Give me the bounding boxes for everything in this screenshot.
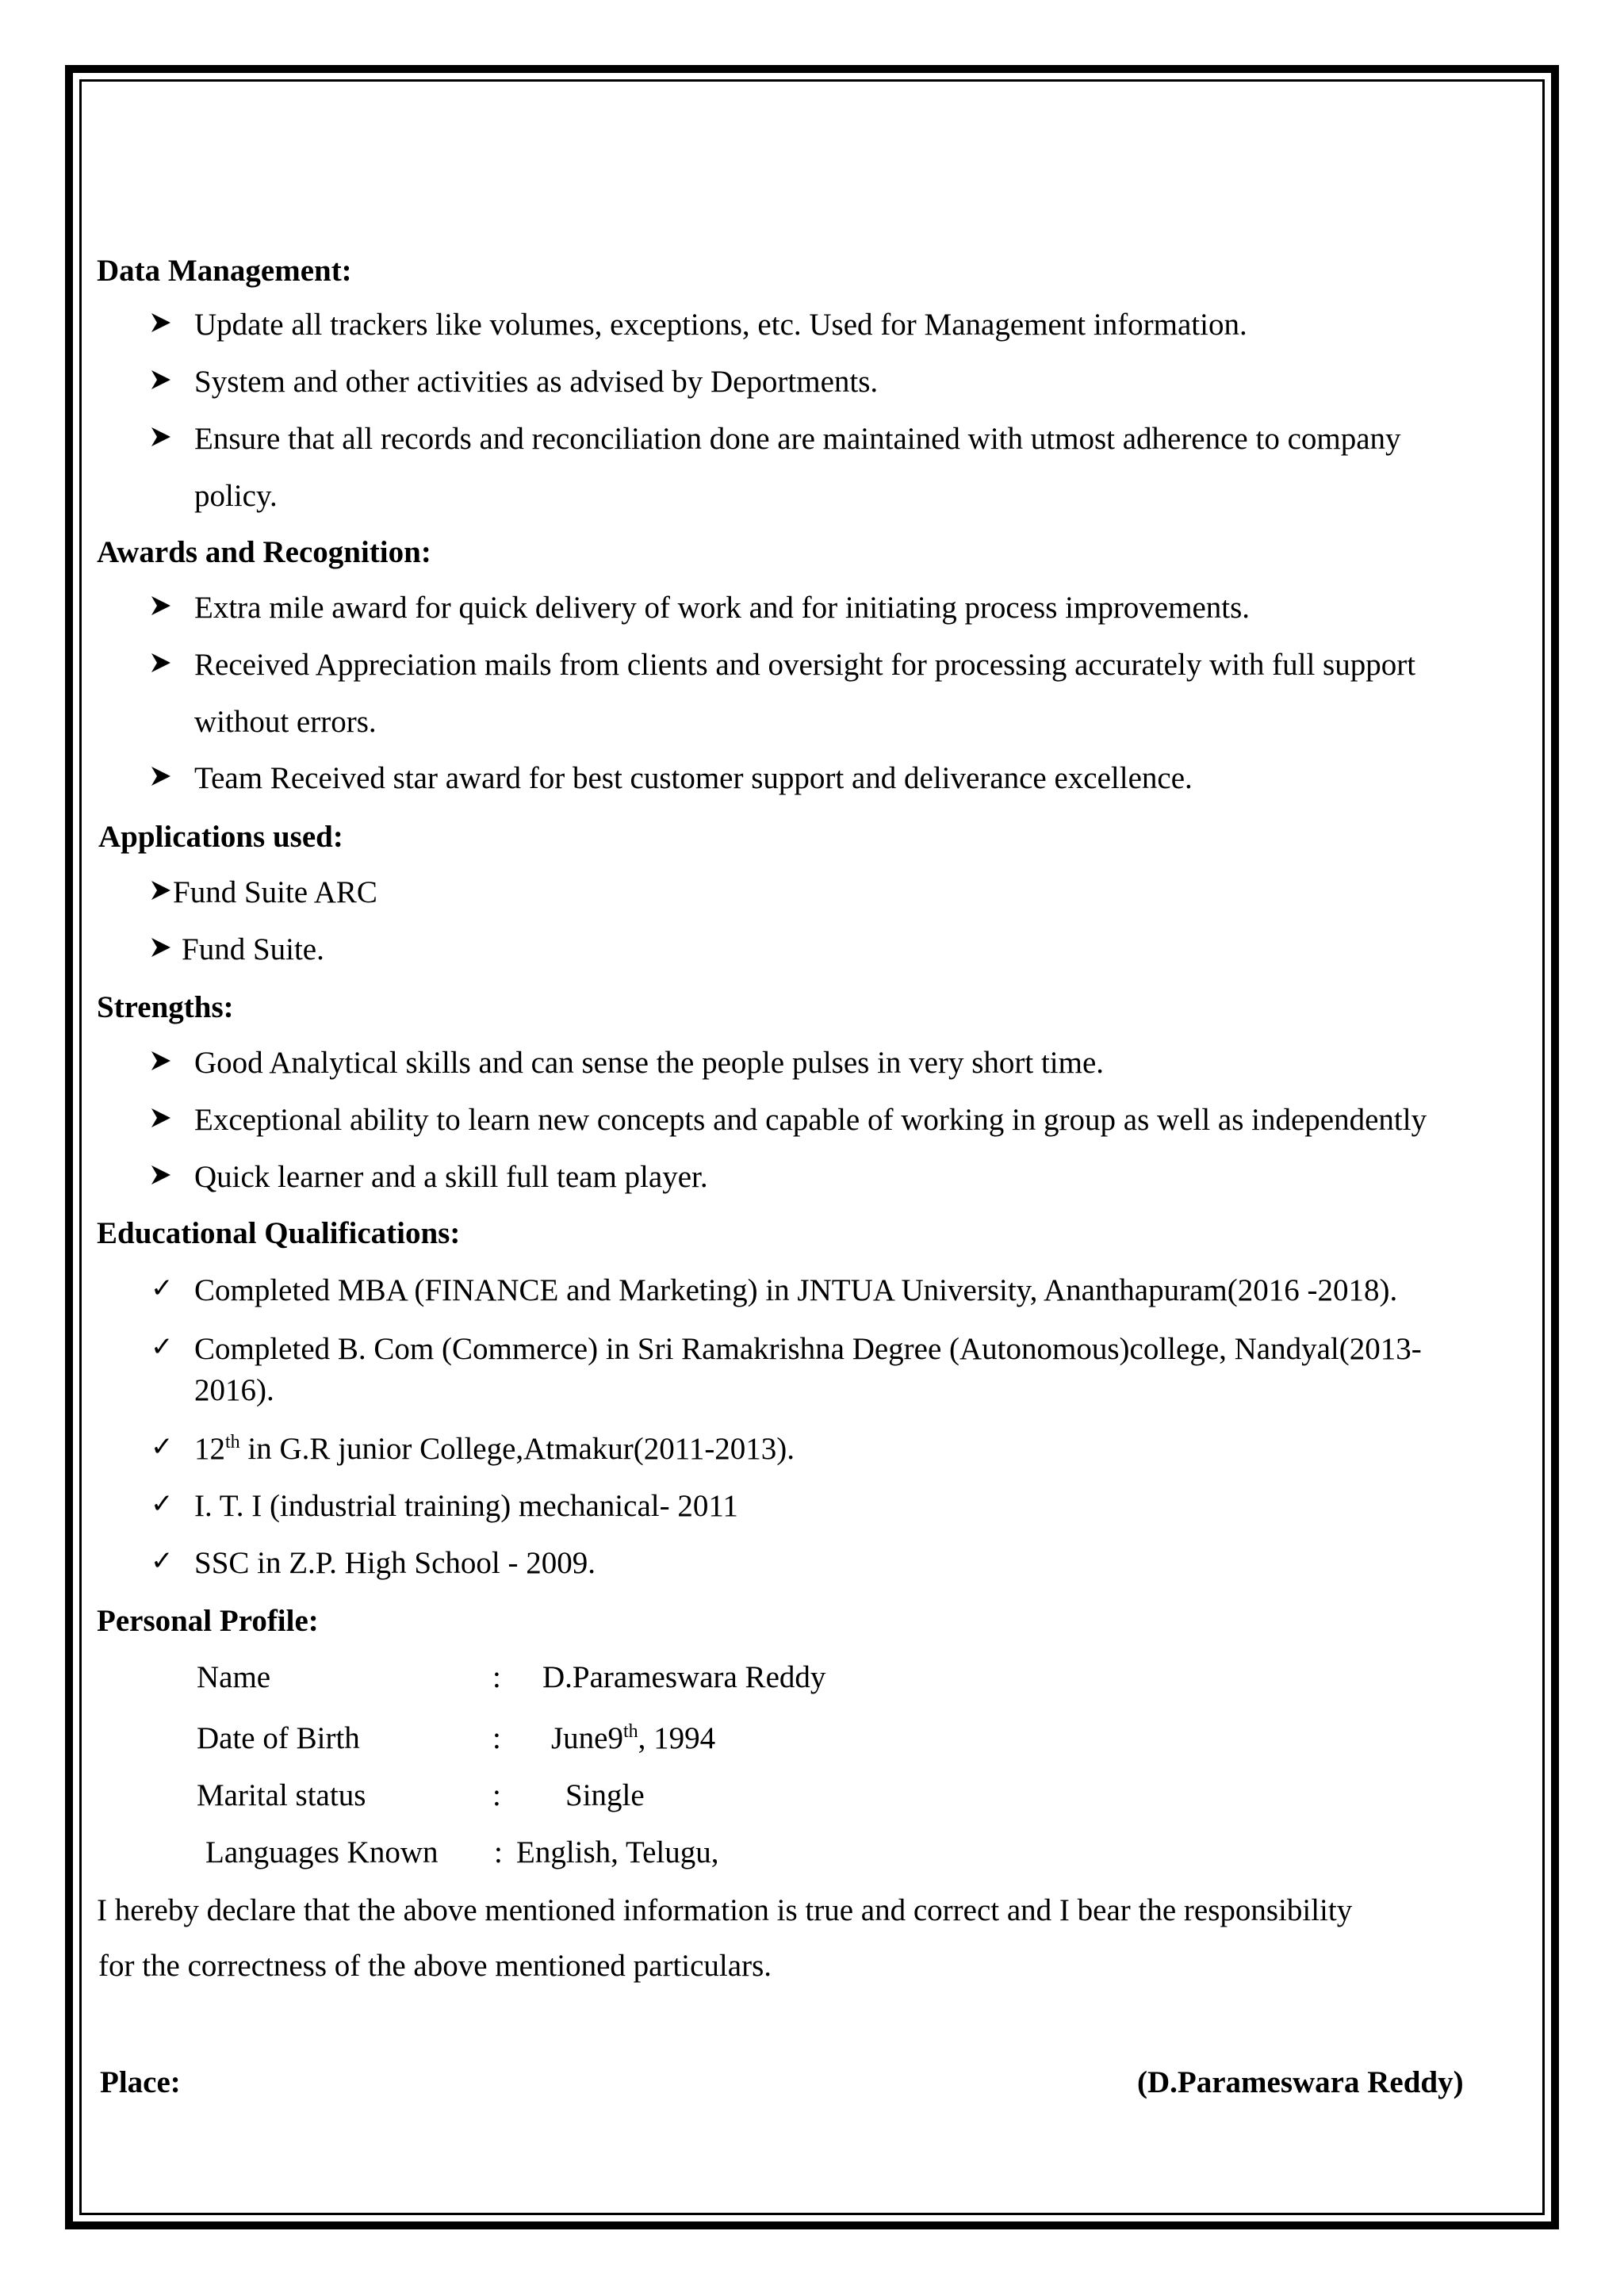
profile-label-name: Name [197,1660,271,1694]
profile-separator: : [492,1778,501,1812]
arrowhead-bullet-icon [151,1050,171,1071]
section-heading-personal-profile: Personal Profile: [97,1604,319,1638]
list-item: Good Analytical skills and can sense the people pulses in very short time. [194,1046,1105,1080]
list-item: Fund Suite ARC [173,875,377,909]
list-item: Received Appreciation mails from clients and oversight for processing accurately with full support [194,648,1416,682]
arrowhead-bullet-icon [151,595,171,616]
profile-value-languages: English, Telugu, [516,1835,719,1869]
list-item: SSC in Z.P. High School - 2009. [194,1546,596,1580]
list-item: Extra mile award for quick delivery of work and for initiating process improvements. [194,591,1251,625]
section-heading-strengths: Strengths: [97,990,234,1024]
arrowhead-bullet-icon [151,312,171,333]
profile-label-languages: Languages Known [205,1835,439,1869]
checkmark-bullet-icon: ✓ [151,1431,174,1463]
arrowhead-bullet-icon [151,880,171,901]
profile-value-dob: June9th, 1994 [551,1721,716,1755]
arrowhead-bullet-icon [151,369,171,390]
profile-separator: : [492,1721,501,1755]
profile-separator: : [494,1835,503,1869]
arrowhead-bullet-icon [151,937,171,958]
list-item: Completed MBA (FINANCE and Marketing) in JNTUA University, Ananthapuram(2016 -2018). [194,1273,1398,1307]
list-item-continuation: 2016). [194,1373,274,1407]
checkmark-bullet-icon: ✓ [151,1272,174,1304]
section-heading-awards: Awards and Recognition: [97,535,431,569]
list-item: System and other activities as advised by Deportments. [194,365,879,399]
checkmark-bullet-icon: ✓ [151,1545,174,1577]
signature-name: (D.Parameswara Reddy) [1137,2065,1464,2099]
list-item-continuation: policy. [194,479,278,513]
profile-value-marital-status: Single [565,1778,645,1812]
place-label: Place: [100,2065,181,2099]
list-item: Quick learner and a skill full team player. [194,1160,708,1194]
arrowhead-bullet-icon [151,766,171,786]
checkmark-bullet-icon: ✓ [151,1488,174,1520]
section-heading-data-management: Data Management: [97,254,352,288]
arrowhead-bullet-icon [151,1108,171,1128]
arrowhead-bullet-icon [151,1165,171,1185]
list-item-continuation: without errors. [194,705,377,739]
profile-separator: : [492,1660,501,1694]
declaration-line: for the correctness of the above mentioned particulars. [98,1949,772,1983]
list-item: Fund Suite. [182,932,324,966]
checkmark-bullet-icon: ✓ [151,1331,174,1363]
arrowhead-bullet-icon [151,427,171,447]
section-heading-education: Educational Qualifications: [97,1216,461,1250]
list-item: 12th in G.R junior College,Atmakur(2011-2013). [194,1432,795,1466]
list-item: Exceptional ability to learn new concepts and capable of working in group as well as independently [194,1103,1427,1137]
list-item: Ensure that all records and reconciliation done are maintained with utmost adherence to company [194,422,1401,456]
list-item: Team Received star award for best customer support and deliverance excellence. [194,761,1193,795]
profile-label-marital-status: Marital status [197,1778,366,1812]
profile-value-name: D.Parameswara Reddy [542,1660,826,1694]
list-item: Completed B. Com (Commerce) in Sri Ramakrishna Degree (Autonomous)college, Nandyal(2013- [194,1332,1422,1366]
declaration-line: I hereby declare that the above mentioned information is true and correct and I bear the responsibility [97,1893,1353,1927]
section-heading-applications: Applications used: [98,820,343,854]
profile-label-dob: Date of Birth [197,1721,360,1755]
list-item: I. T. I (industrial training) mechanical- 2011 [194,1489,738,1523]
list-item: Update all trackers like volumes, exceptions, etc. Used for Management information. [194,308,1247,342]
arrowhead-bullet-icon [151,652,171,673]
